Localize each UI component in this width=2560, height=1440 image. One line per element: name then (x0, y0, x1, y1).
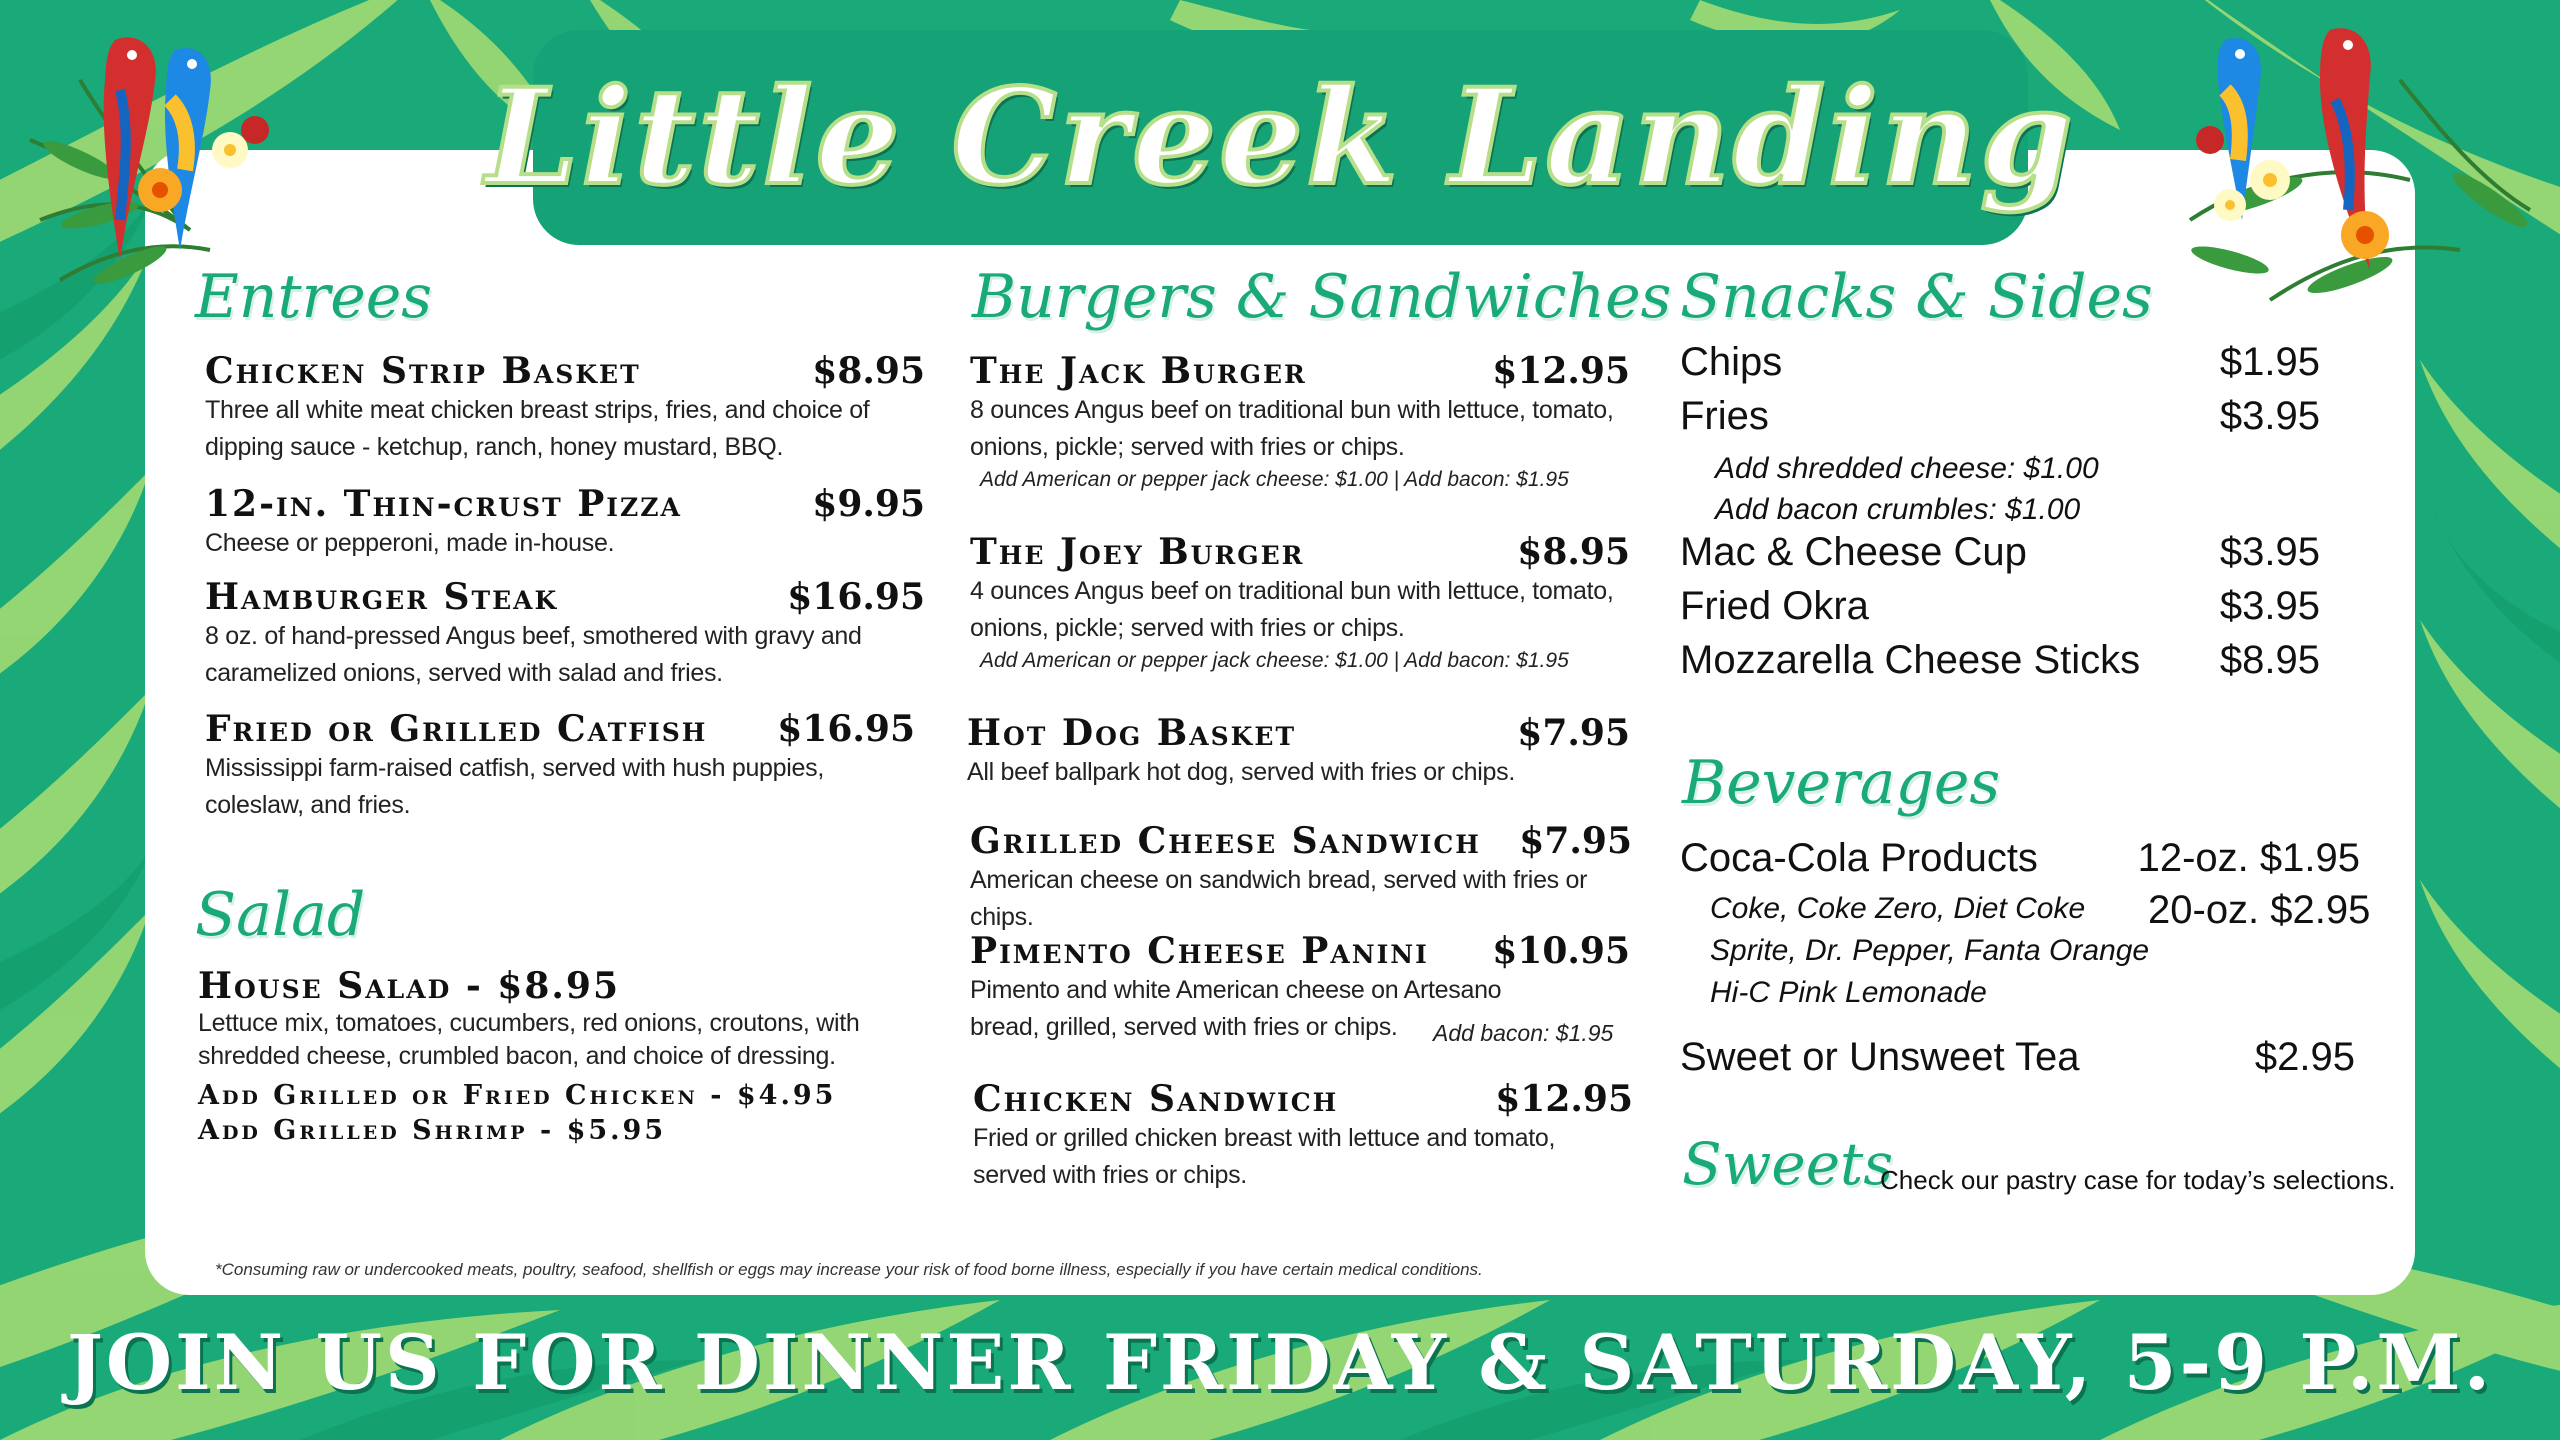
snack-row (1680, 530, 2320, 575)
item-description: All beef ballpark hot dog, served with fries or chips. (967, 758, 1515, 786)
item-description: Fried or grilled chicken breast with lettuce and tomato, served with fries or chips. (973, 1124, 1556, 1189)
snack-price: $3.95 (2219, 394, 2320, 438)
snack-name: Chips (1680, 340, 1783, 384)
snack-price: $3.95 (2219, 530, 2320, 574)
beverage-name: Sweet or Unsweet Tea (1680, 1035, 2080, 1079)
menu-item (970, 531, 1630, 673)
snacks-heading: Snacks & Sides (1680, 262, 2153, 332)
item-description: American cheese on sandwich bread, served with fries or chips. (970, 866, 1588, 931)
item-description: Lettuce mix, tomatoes, cucumbers, red onions, croutons, with shredded cheese, crumbled bacon, and choice of dressing. (198, 1009, 860, 1070)
item-name: Hamburger Steak (205, 576, 559, 618)
snack-row (1680, 394, 2320, 439)
parrots-flowers-icon (2170, 20, 2560, 340)
beverage-row (1680, 1035, 2355, 1080)
beverage-price-row (2148, 888, 2370, 933)
beverage-list-item: Hi-C Pink Lemonade (1710, 976, 1987, 1009)
menu-item (970, 350, 1630, 492)
item-price: $10.95 (1492, 930, 1630, 972)
item-name: Hot Dog Basket (967, 712, 1297, 754)
salad-addon: Add Grilled Shrimp - $5.95 (198, 1115, 667, 1146)
food-safety-disclaimer: *Consuming raw or undercooked meats, poultry, seafood, shellfish or eggs may increase your risk of food borne illness, especially if you have certain medical conditions. (215, 1260, 1483, 1279)
beverage-list-item: Sprite, Dr. Pepper, Fanta Orange (1710, 934, 2150, 967)
beverage-price: 12-oz. $1.95 (2137, 836, 2360, 880)
beverages-heading: Beverages (1682, 748, 2001, 818)
beverage-row (1680, 836, 2360, 881)
item-price: $8.95 (812, 350, 925, 392)
snack-addon: Add bacon crumbles: $1.00 (1715, 493, 2081, 526)
snack-name: Mac & Cheese Cup (1680, 530, 2027, 574)
snack-price: $1.95 (2219, 340, 2320, 384)
item-price: $12.95 (1495, 1078, 1633, 1120)
sweets-text: Check our pastry case for today’s selections. (1880, 1165, 2396, 1195)
menu-item (970, 820, 1632, 936)
item-price: $7.95 (1519, 820, 1632, 862)
item-price: $9.95 (812, 483, 925, 525)
item-description: Three all white meat chicken breast strips, fries, and choice of dipping sauce - ketchup, ranch, honey mustard, BBQ. (205, 396, 870, 461)
item-name: The Jack Burger (970, 350, 1307, 392)
item-name: 12-in. Thin-crust Pizza (205, 483, 682, 525)
item-description: Cheese or pepperoni, made in-house. (205, 529, 615, 557)
menu-item (973, 1078, 1633, 1194)
snack-row (1680, 584, 2320, 629)
menu-item (205, 483, 925, 562)
menu-item (967, 712, 1630, 791)
snack-price: $8.95 (2219, 638, 2320, 682)
item-name: Fried or Grilled Catfish (205, 708, 708, 750)
item-price: $16.95 (787, 576, 925, 618)
item-description: Mississippi farm-raised catfish, served with hush puppies, coleslaw, and fries. (205, 754, 824, 819)
salad-heading: Salad (195, 880, 366, 950)
entrees-heading: Entrees (195, 262, 433, 332)
item-name: Chicken Strip Basket (205, 350, 641, 392)
sweets-heading: Sweets (1682, 1130, 1894, 1198)
menu-item (198, 965, 918, 1073)
burgers-heading: Burgers & Sandwiches (972, 262, 1672, 332)
salad-addon: Add Grilled or Fried Chicken - $4.95 (198, 1080, 837, 1111)
snack-row (1680, 340, 2320, 385)
item-price: $7.95 (1517, 712, 1630, 754)
item-name: Pimento Cheese Panini (970, 930, 1429, 972)
item-name: Chicken Sandwich (973, 1078, 1339, 1120)
beverage-price: 20-oz. $2.95 (2148, 888, 2371, 932)
item-addon: Add American or pepper jack cheese: $1.00 | Add bacon: $1.95 (980, 649, 1569, 672)
item-price: $12.95 (1492, 350, 1630, 392)
title-banner (485, 30, 2076, 245)
item-name: Grilled Cheese Sandwich (970, 820, 1481, 862)
item-description: 8 oz. of hand-pressed Angus beef, smothered with gravy and caramelized onions, served with salad and fries. (205, 622, 862, 687)
item-addon: Add American or pepper jack cheese: $1.00 | Add bacon: $1.95 (980, 468, 1569, 491)
snack-row (1680, 638, 2320, 683)
item-description: 4 ounces Angus beef on traditional bun with lettuce, tomato, onions, pickle; served with fries or chips. (970, 577, 1614, 642)
beverage-price: $2.95 (2254, 1035, 2355, 1079)
snack-name: Mozzarella Cheese Sticks (1680, 638, 2141, 682)
item-price: $8.95 (1517, 531, 1630, 573)
item-description: 8 ounces Angus beef on traditional bun with lettuce, tomato, onions, pickle; served with fries or chips. (970, 396, 1614, 461)
item-description: Pimento and white American cheese on Artesano bread, grilled, served with fries or chips. (970, 976, 1502, 1041)
snack-addon: Add shredded cheese: $1.00 (1715, 452, 2099, 485)
snack-price: $3.95 (2219, 584, 2320, 628)
snack-name: Fries (1680, 394, 1769, 438)
item-price: $16.95 (777, 708, 915, 750)
dinner-hours-footer: JOIN US FOR DINNER FRIDAY & SATURDAY, 5-9 P.M. (66, 1318, 2494, 1407)
menu-item (205, 576, 925, 692)
item-name: The Joey Burger (970, 531, 1305, 573)
item-name: House Salad - $8.95 (198, 965, 621, 1007)
snack-name: Fried Okra (1680, 584, 1869, 628)
beverage-name: Coca-Cola Products (1680, 836, 2038, 880)
menu-item (205, 708, 915, 824)
item-addon: Add bacon: $1.95 (1433, 1020, 1614, 1046)
menu-item (205, 350, 925, 466)
beverage-list-item: Coke, Coke Zero, Diet Coke (1710, 892, 2086, 925)
restaurant-title: Little Creek Landing (485, 60, 2076, 215)
